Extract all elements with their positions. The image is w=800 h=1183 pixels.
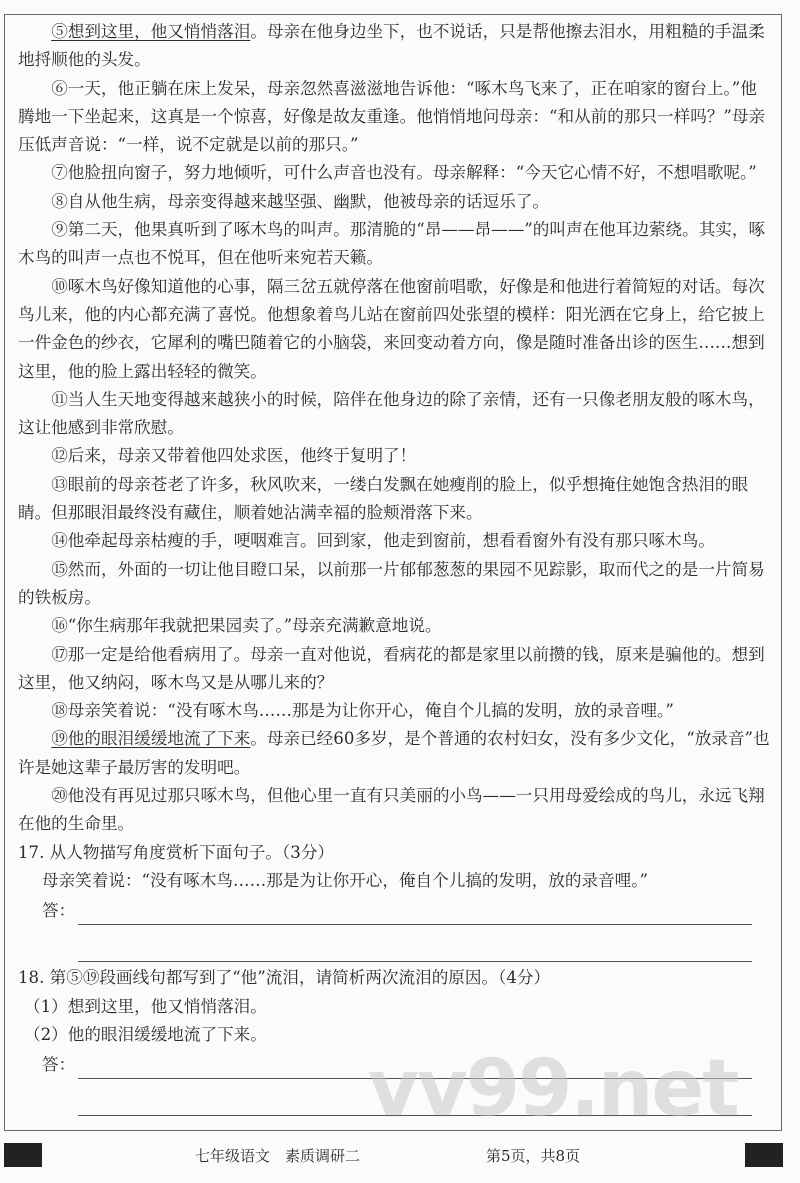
underlined-sentence: ⑲他的眼泪缓缓地流了下来 (51, 729, 251, 749)
underlined-sentence: ⑤想到这里，他又悄悄落泪 (51, 22, 251, 41)
paragraph-11: ⑪当人生天地变得越来越狭小的时候，陪伴在他身边的除了亲情，还有一只像老朋友般的啄木鸟，这让他感到非常欣慰。 (18, 389, 765, 438)
answer-rule (78, 1058, 752, 1079)
answer-17-line-2[interactable] (78, 925, 752, 962)
registration-mark-right (745, 1143, 783, 1167)
paragraph-15: ⑮然而，外面的一切让他目瞪口呆，以前那一片郁郁葱葱的果园不见踪影，取而代之的是一片简易的铁板房。 (18, 559, 765, 607)
footer-subject: 七年级语文 素质调研二 (195, 1147, 361, 1166)
answer-18-line-2[interactable] (78, 1079, 752, 1116)
paragraph-18: ⑱母亲笑着说：“没有啄木鸟……那是为让你开心，俺自个儿搞的发明，放的录音哩。” (51, 701, 674, 721)
question-18-item-2: （2）他的眼泪缓缓地流了下来。 (24, 1024, 267, 1044)
paragraph-8: ⑧自从他生病，母亲变得越来越坚强、幽默，他被母亲的话逗乐了。 (51, 191, 549, 211)
footer-page-number: 第5页，共8页 (486, 1147, 581, 1166)
question-18-item-1: （1）想到这里，他又悄悄落泪。 (24, 996, 267, 1016)
paragraph-7: ⑦他脸扭向窗子，努力地倾听，可什么声音也没有。母亲解释：“今天它心情不好，不想唱歌呢。” (51, 163, 757, 183)
paragraph-6: ⑥一天，他正躺在床上发呆，母亲忽然喜滋滋地告诉他：“啄木鸟飞来了，正在咱家的窗台上。”他腾地一下坐起来，这真是一个惊喜，好像是故友重逢。他悄悄地问母亲：“和从前的那只一样吗？”母亲压低声音说：“一样，说不定就是以前的那只。” (18, 78, 766, 155)
paragraph-17: ⑰那一定是给他看病用了。母亲一直对他说，看病花的都是家里以前攒的钱，原来是骗他的。想到这里，他又纳闷，啄木鸟又是从哪儿来的？ (18, 644, 765, 692)
paragraph-13: ⑬眼前的母亲苍老了许多，秋风吹来，一缕白发飘在她瘦削的脸上，似乎想掩住她饱含热泪的眼睛。但那眼泪最终没有藏住，顺着她沾满幸福的脸颊滑落下来。 (18, 474, 749, 523)
question-17-quote: 母亲笑着说：“没有啄木鸟……那是为让你开心，俺自个儿搞的发明，放的录音哩。” (42, 870, 649, 890)
paragraph-16: ⑯“你生病那年我就把果园卖了。”母亲充满歉意地说。 (51, 616, 442, 636)
paragraph-10: ⑩啄木鸟好像知道他的心事，隔三岔五就停落在他窗前唱歌，好像是和他进行着简短的对话。每次鸟儿来，他的内心都充满了喜悦。他想象着鸟儿站在窗前四处张望的模样：阳光洒在它身上，给它披上一件金色的纱衣，它犀利的嘴巴随着它的小脑袋，来回变动着方向，像是随时准备出诊的医生……想到这里，他的脸上露出轻轻的微笑。 (18, 276, 765, 381)
answer-17-line-1[interactable] (18, 895, 770, 925)
question-17: 17. 从人物描写角度赏析下面句子。（3分） (18, 842, 335, 862)
paragraph-5 (18, 18, 770, 75)
watermark: vv99.net (368, 1044, 738, 1135)
paragraph-19-rest: 。母亲已经60多岁，是个普通的农村妇女，没有多少文化，“放录音”也许是她这辈子最厉害的发明吧。 (18, 729, 770, 777)
content-frame (4, 14, 782, 1135)
paragraph-9: ⑨第二天，他果真听到了啄木鸟的叫声。那清脆的“昂——昂——”的叫声在他耳边萦绕。其实，啄木鸟的叫声一点也不悦耳，但在他听来宛若天籁。 (18, 220, 766, 268)
registration-mark-left (4, 1143, 42, 1167)
paragraph-14: ⑭他牵起母亲枯瘦的手，哽咽难言。回到家，他走到窗前，想看看窗外有没有那只啄木鸟。 (51, 531, 715, 551)
answer-rule (78, 904, 752, 925)
paragraph-5-rest: 。母亲在他身边坐下，也不说话，只是帮他擦去泪水，用粗糙的手温柔地捋顺他的头发。 (18, 22, 765, 70)
question-18: 18. 第⑤⑲段画线句都写到了“他”流泪，请简析两次流泪的原因。（4分） (18, 968, 551, 988)
answer-18-line-1[interactable] (18, 1049, 770, 1079)
paragraph-19 (18, 725, 770, 782)
answer-18-block (18, 1044, 770, 1135)
paragraph-12: ⑫后来，母亲又带着他四处求医，他终于复明了！ (51, 446, 417, 466)
reading-passage (18, 18, 770, 1135)
answer-label: 答： (42, 1054, 76, 1074)
page-footer (0, 1143, 800, 1183)
answer-label: 答： (42, 900, 76, 920)
paragraph-20: ⑳他没有再见过那只啄木鸟，但他心里一直有只美丽的小鸟——一只用母爱绘成的鸟儿，永远飞翔在他的生命里。 (18, 786, 765, 834)
